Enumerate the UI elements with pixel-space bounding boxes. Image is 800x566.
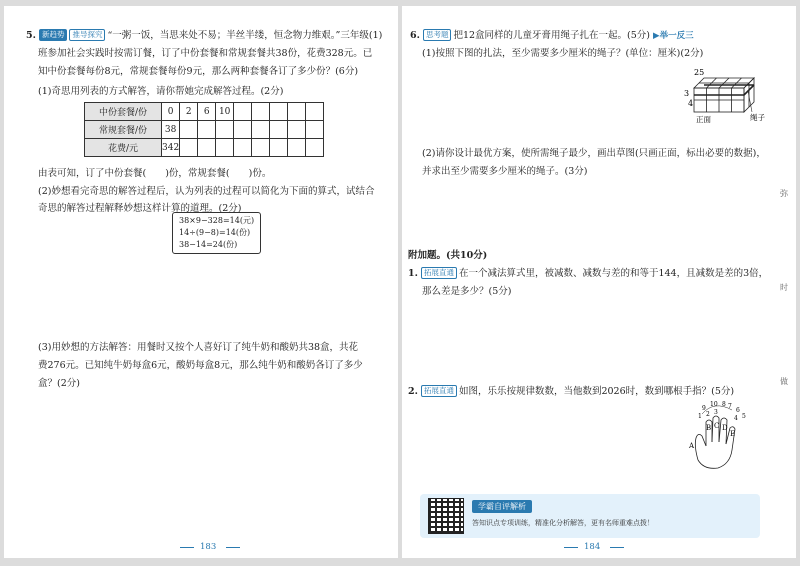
finger-c: C — [714, 422, 720, 430]
banner-title: 学霸自评解析 — [472, 500, 532, 513]
page-rule — [180, 547, 194, 548]
count-6: 6 — [736, 407, 740, 414]
count-5: 5 — [742, 413, 746, 420]
question-number: 2. — [408, 386, 418, 397]
page-number: 183 — [200, 542, 217, 552]
left-page — [4, 6, 398, 558]
table-cell: 2 — [180, 103, 198, 121]
table-cell-blank[interactable] — [288, 139, 306, 157]
finger-d: D — [722, 424, 728, 432]
question-number: 5. — [26, 30, 36, 41]
page-rule — [226, 547, 240, 548]
question-text: 班参加社会实践时按需订餐，订了中份套餐和常规套餐共38份，花费328元。已 — [38, 48, 373, 59]
count-4: 4 — [734, 415, 738, 422]
table-cell-blank[interactable] — [252, 139, 270, 157]
count-8: 8 — [722, 401, 726, 408]
table-cell-blank[interactable] — [252, 121, 270, 139]
finger-a: A — [689, 442, 695, 450]
table-cell-blank[interactable] — [198, 139, 216, 157]
table-cell: 38 — [162, 121, 180, 139]
table-cell: 0 — [162, 103, 180, 121]
finger-e: E — [730, 430, 736, 438]
extension-tag: 拓展直通 — [421, 267, 457, 279]
count-9: 9 — [702, 405, 706, 412]
bonus-section-title: 附加题。(共10分) — [408, 250, 488, 261]
question-text: 奇思的解答过程解释妙想这样计算的道理。(2分) — [38, 203, 242, 214]
table-cell-blank[interactable] — [306, 139, 324, 157]
toothpaste-bundle-figure — [670, 66, 770, 124]
question-part-1: (1)奇思用列表的方式解答，请你帮她完成解答过程。(2分) — [38, 86, 284, 97]
question-part-1: (1)按照下图的扎法，至少需要多少厘米的绳子？(单位：厘米)(2分) — [422, 48, 704, 59]
table-header: 中份套餐/份 — [85, 103, 162, 121]
table-row — [85, 121, 324, 139]
count-3: 3 — [714, 409, 718, 416]
hand-counting-figure — [684, 398, 760, 478]
dim-label-3: 3 — [684, 89, 690, 98]
table-cell-blank[interactable] — [234, 103, 252, 121]
self-review-banner[interactable] — [420, 494, 760, 538]
calc-line: 14÷(9−8)=14(份) — [179, 228, 251, 237]
table-header: 常规套餐/份 — [85, 121, 162, 139]
question-part-3: (3)用妙想的方法解答：用餐时又按个人喜好订了纯牛奶和酸奶共38盒，共花 — [38, 342, 359, 353]
question-part-2: (2)请你设计最优方案，使所需绳子最少，画出草图(只画正面，标出必要的数据)， — [422, 148, 766, 159]
count-7: 7 — [728, 403, 732, 410]
answer-table — [84, 102, 324, 157]
table-cell-blank[interactable] — [216, 121, 234, 139]
calculation-box — [172, 212, 261, 254]
count-10: 10 — [710, 401, 718, 408]
page-rule — [610, 547, 624, 548]
right-page — [402, 6, 796, 558]
rope-label: 绳子 — [750, 113, 765, 122]
question-number: 1. — [408, 268, 418, 279]
trend-tag: 新趋势 — [39, 29, 68, 41]
count-1: 1 — [698, 413, 702, 420]
inquiry-tag: 推导探究 — [69, 29, 105, 41]
margin-char: 做 — [780, 377, 788, 386]
extension-tag: 拓展直通 — [421, 385, 457, 397]
qr-code-icon[interactable] — [428, 498, 464, 534]
table-row — [85, 103, 324, 121]
question-text: 并求出至少需要多少厘米的绳子。(3分) — [422, 166, 588, 177]
table-cell-blank[interactable] — [270, 103, 288, 121]
page-rule — [564, 547, 578, 548]
table-cell-blank[interactable] — [216, 139, 234, 157]
calc-line: 38×9−328=14(元) — [179, 216, 255, 225]
table-cell-blank[interactable] — [234, 121, 252, 139]
finger-b: B — [706, 424, 712, 432]
front-label: 正面 — [696, 115, 711, 124]
table-header: 花费/元 — [85, 139, 162, 157]
table-cell: 10 — [216, 103, 234, 121]
table-cell-blank[interactable] — [288, 121, 306, 139]
page-number: 184 — [584, 542, 601, 552]
bonus-question-1: 1. 拓展直通 在一个减法算式里，被减数、减数与差的和等于144，且减数是差的3倍， — [408, 268, 769, 279]
question-part-2: (2)妙想看完奇思的解答过程后，认为列表的过程可以简化为下面的算式，试结合 — [38, 186, 375, 197]
question-text: 知中份套餐每份8元，常规套餐每份9元，那么两种套餐各订了多少份？(6分) — [38, 66, 359, 77]
table-cell-blank[interactable] — [198, 121, 216, 139]
dim-label-25: 25 — [694, 68, 705, 77]
thinking-tag: 思考题 — [423, 29, 452, 41]
rope-pointer — [748, 91, 752, 112]
table-cell-blank[interactable] — [270, 121, 288, 139]
table-cell: 342 — [162, 139, 180, 157]
question-6-line: 6. 思考题 把12盒同样的儿童牙膏用绳子扎在一起。(5分) ▶举一反三 — [410, 30, 694, 41]
table-cell-blank[interactable] — [180, 121, 198, 139]
table-cell-blank[interactable] — [252, 103, 270, 121]
question-number: 6. — [410, 30, 420, 41]
banner-description: 答知识点专项训练，精准化分析解答，更有名师重难点拨！ — [472, 519, 654, 527]
table-conclusion: 由表可知，订了中份套餐( )份，常规套餐( )份。 — [38, 168, 272, 179]
table-cell-blank[interactable] — [270, 139, 288, 157]
related-practice-link[interactable]: ▶举一反三 — [653, 31, 694, 41]
table-cell-blank[interactable] — [234, 139, 252, 157]
table-cell-blank[interactable] — [306, 103, 324, 121]
question-5-line-1: 5. 新趋势 推导探究 “一粥一饭，当思来处不易；半丝半缕，恒念物力维艰。”三年级(1) — [26, 30, 383, 41]
margin-char: 时 — [780, 283, 788, 292]
question-text: 费276元。已知纯牛奶每盒6元，酸奶每盒8元，那么纯牛奶和酸奶各订了多少 — [38, 360, 363, 371]
table-cell-blank[interactable] — [288, 103, 306, 121]
question-text: 盒？(2分) — [38, 378, 80, 389]
question-text: 那么差是多少？(5分) — [422, 286, 512, 297]
dim-label-4: 4 — [688, 99, 694, 108]
calc-line: 38−14=24(份) — [179, 240, 238, 249]
table-row — [85, 139, 324, 157]
count-2: 2 — [706, 411, 710, 418]
margin-char: 弥 — [780, 189, 788, 198]
table-cell-blank[interactable] — [306, 121, 324, 139]
bonus-question-2: 2. 拓展直通 如图，乐乐按规律数数，当他数到2026时，数到哪根手指？(5分) — [408, 386, 735, 397]
table-cell-blank[interactable] — [180, 139, 198, 157]
table-cell: 6 — [198, 103, 216, 121]
